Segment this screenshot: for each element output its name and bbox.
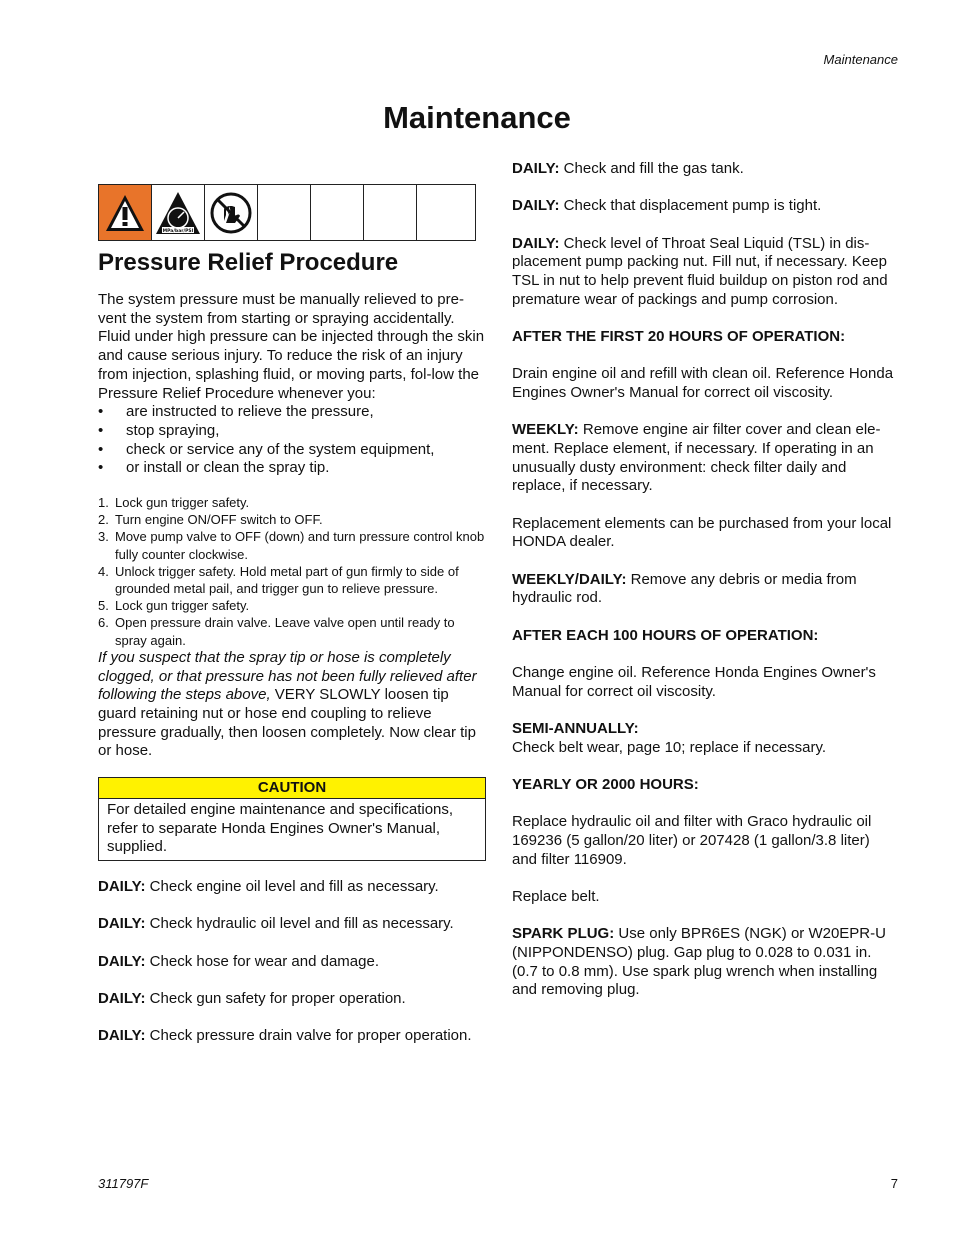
maintenance-item: DAILY: Check level of Throat Seal Liquid (TSL) in dis-placement pump packing nut. Fill nut, if necessary. Keep TSL in nut to help prevent fluid buildup on piston rod and premature wear of packings and pump corrosion. [512, 234, 888, 308]
page-title: Maintenance [383, 100, 571, 135]
section-title: Pressure Relief Procedure [98, 249, 399, 276]
step-item: 1. Lock gun trigger safety. [98, 495, 250, 511]
step-item: 6. Open pressure drain valve. Leave valve open until ready to spray again. [98, 615, 455, 648]
interval-heading: AFTER THE FIRST 20 HOURS OF OPERATION: [512, 328, 846, 345]
document-number: 311797F [98, 1176, 149, 1191]
maintenance-item: DAILY: Check that displacement pump is tight. [512, 197, 822, 215]
step-item: 5. Lock gun trigger safety. [98, 598, 250, 614]
procedure-steps [98, 494, 486, 649]
maintenance-item: DAILY: Check pressure drain valve for proper operation. [98, 1027, 472, 1045]
maintenance-item: DAILY: Check hose for wear and damage. [98, 952, 379, 970]
running-head: Maintenance [823, 52, 898, 67]
maintenance-item: DAILY: Check engine oil level and fill as necessary. [98, 878, 439, 896]
clogged-note: If you suspect that the spray tip or hose is completely clogged, or that pressure has not been fully relieved after following the steps above, VERY SLOWLY loosen tip guard retaining nut or hose end coupling to relieve pressure gradually, then loosen completely. Now clear tip or hose. [98, 648, 477, 760]
step-item: 4. Unlock trigger safety. Hold metal part of gun firmly to side of grounded metal pail, and trigger gun to relieve pressure. [98, 563, 459, 597]
maintenance-item: SPARK PLUG: Use only BPR6ES (NGK) or W20EPR-U (NIPPONDENSO) plug. Gap plug to 0.028 to 0.031 in. (0.7 to 0.8 mm). Use spark plug wrench when installing and removing plug. [512, 925, 886, 999]
caution-label: CAUTION [99, 778, 485, 799]
step-item: 3. Move pump valve to OFF (down) and turn pressure control knob fully counter clockwise. [98, 529, 485, 562]
maintenance-item: Change engine oil. Reference Honda Engines Owner's Manual for correct oil viscosity. [512, 664, 876, 700]
caution-box [98, 777, 486, 861]
bullet-list [98, 403, 486, 478]
maintenance-item: DAILY: Check hydraulic oil level and fill as necessary. [98, 915, 454, 933]
interval-heading: AFTER EACH 100 HOURS OF OPERATION: [512, 626, 819, 644]
warning-exclamation-icon [99, 185, 152, 240]
pressure-gauge-warning-icon [152, 185, 205, 240]
interval-heading: SEMI-ANNUALLY: [512, 720, 639, 737]
list-item: • or install or clean the spray tip. [98, 459, 330, 477]
maintenance-item: DAILY: Check gun safety for proper operation. [98, 990, 406, 1008]
maintenance-item: WEEKLY/DAILY: Remove any debris or media from hydraulic rod. [512, 570, 857, 607]
empty-icon-cell [311, 185, 364, 240]
empty-icon-cell [258, 185, 311, 240]
caution-text: For detailed engine maintenance and specifications, refer to separate Honda Engines Owner's Manual, supplied. [107, 801, 454, 856]
empty-icon-cell [417, 185, 470, 240]
maintenance-item [512, 720, 898, 757]
no-hand-injection-icon [205, 185, 258, 240]
left-column [98, 184, 486, 1046]
svg-text:MPa/bar/PSI: MPa/bar/PSI [162, 228, 194, 234]
intro-paragraph: The system pressure must be manually relieved to pre-vent the system from starting or spraying accidentally. Fluid under high pressure can be injected through the skin and cause serious injury. To reduce the risk of an injury from injection, splashing fluid, or moving parts, fol-low the Pressure Relief Procedure whenever you: [98, 291, 485, 402]
list-item: • stop spraying, [98, 421, 220, 439]
right-column [512, 160, 898, 1000]
maintenance-item: Replacement elements can be purchased from your local HONDA dealer. [512, 514, 892, 551]
step-item: 2. Turn engine ON/OFF switch to OFF. [98, 512, 323, 528]
list-item: • check or service any of the system equipment, [98, 440, 435, 458]
maintenance-item: Replace hydraulic oil and filter with Graco hydraulic oil 169236 (5 gallon/20 liter) or 207428 (1 gallon/3.8 liter) and filter 116909. [512, 813, 872, 868]
warning-icon-strip [98, 184, 476, 241]
maintenance-item: WEEKLY: Remove engine air filter cover and clean ele-ment. Replace element, if necessary. If operating in an unusually dusty environment: check filter daily and replace, if necessary. [512, 421, 881, 495]
interval-heading: YEARLY OR 2000 HOURS: [512, 776, 699, 793]
maintenance-item: Drain engine oil and refill with clean oil. Reference Honda Engines Owner's Manual for correct oil viscosity. [512, 365, 894, 401]
maintenance-item: Replace belt. [512, 888, 600, 905]
item-text: Check belt wear, page 10; replace if necessary. [512, 738, 827, 756]
page-number: 7 [890, 1176, 898, 1191]
empty-icon-cell [364, 185, 417, 240]
maintenance-item: DAILY: Check and fill the gas tank. [512, 160, 744, 177]
left-maintenance-list [98, 878, 486, 1046]
list-item: • are instructed to relieve the pressure, [98, 403, 374, 421]
